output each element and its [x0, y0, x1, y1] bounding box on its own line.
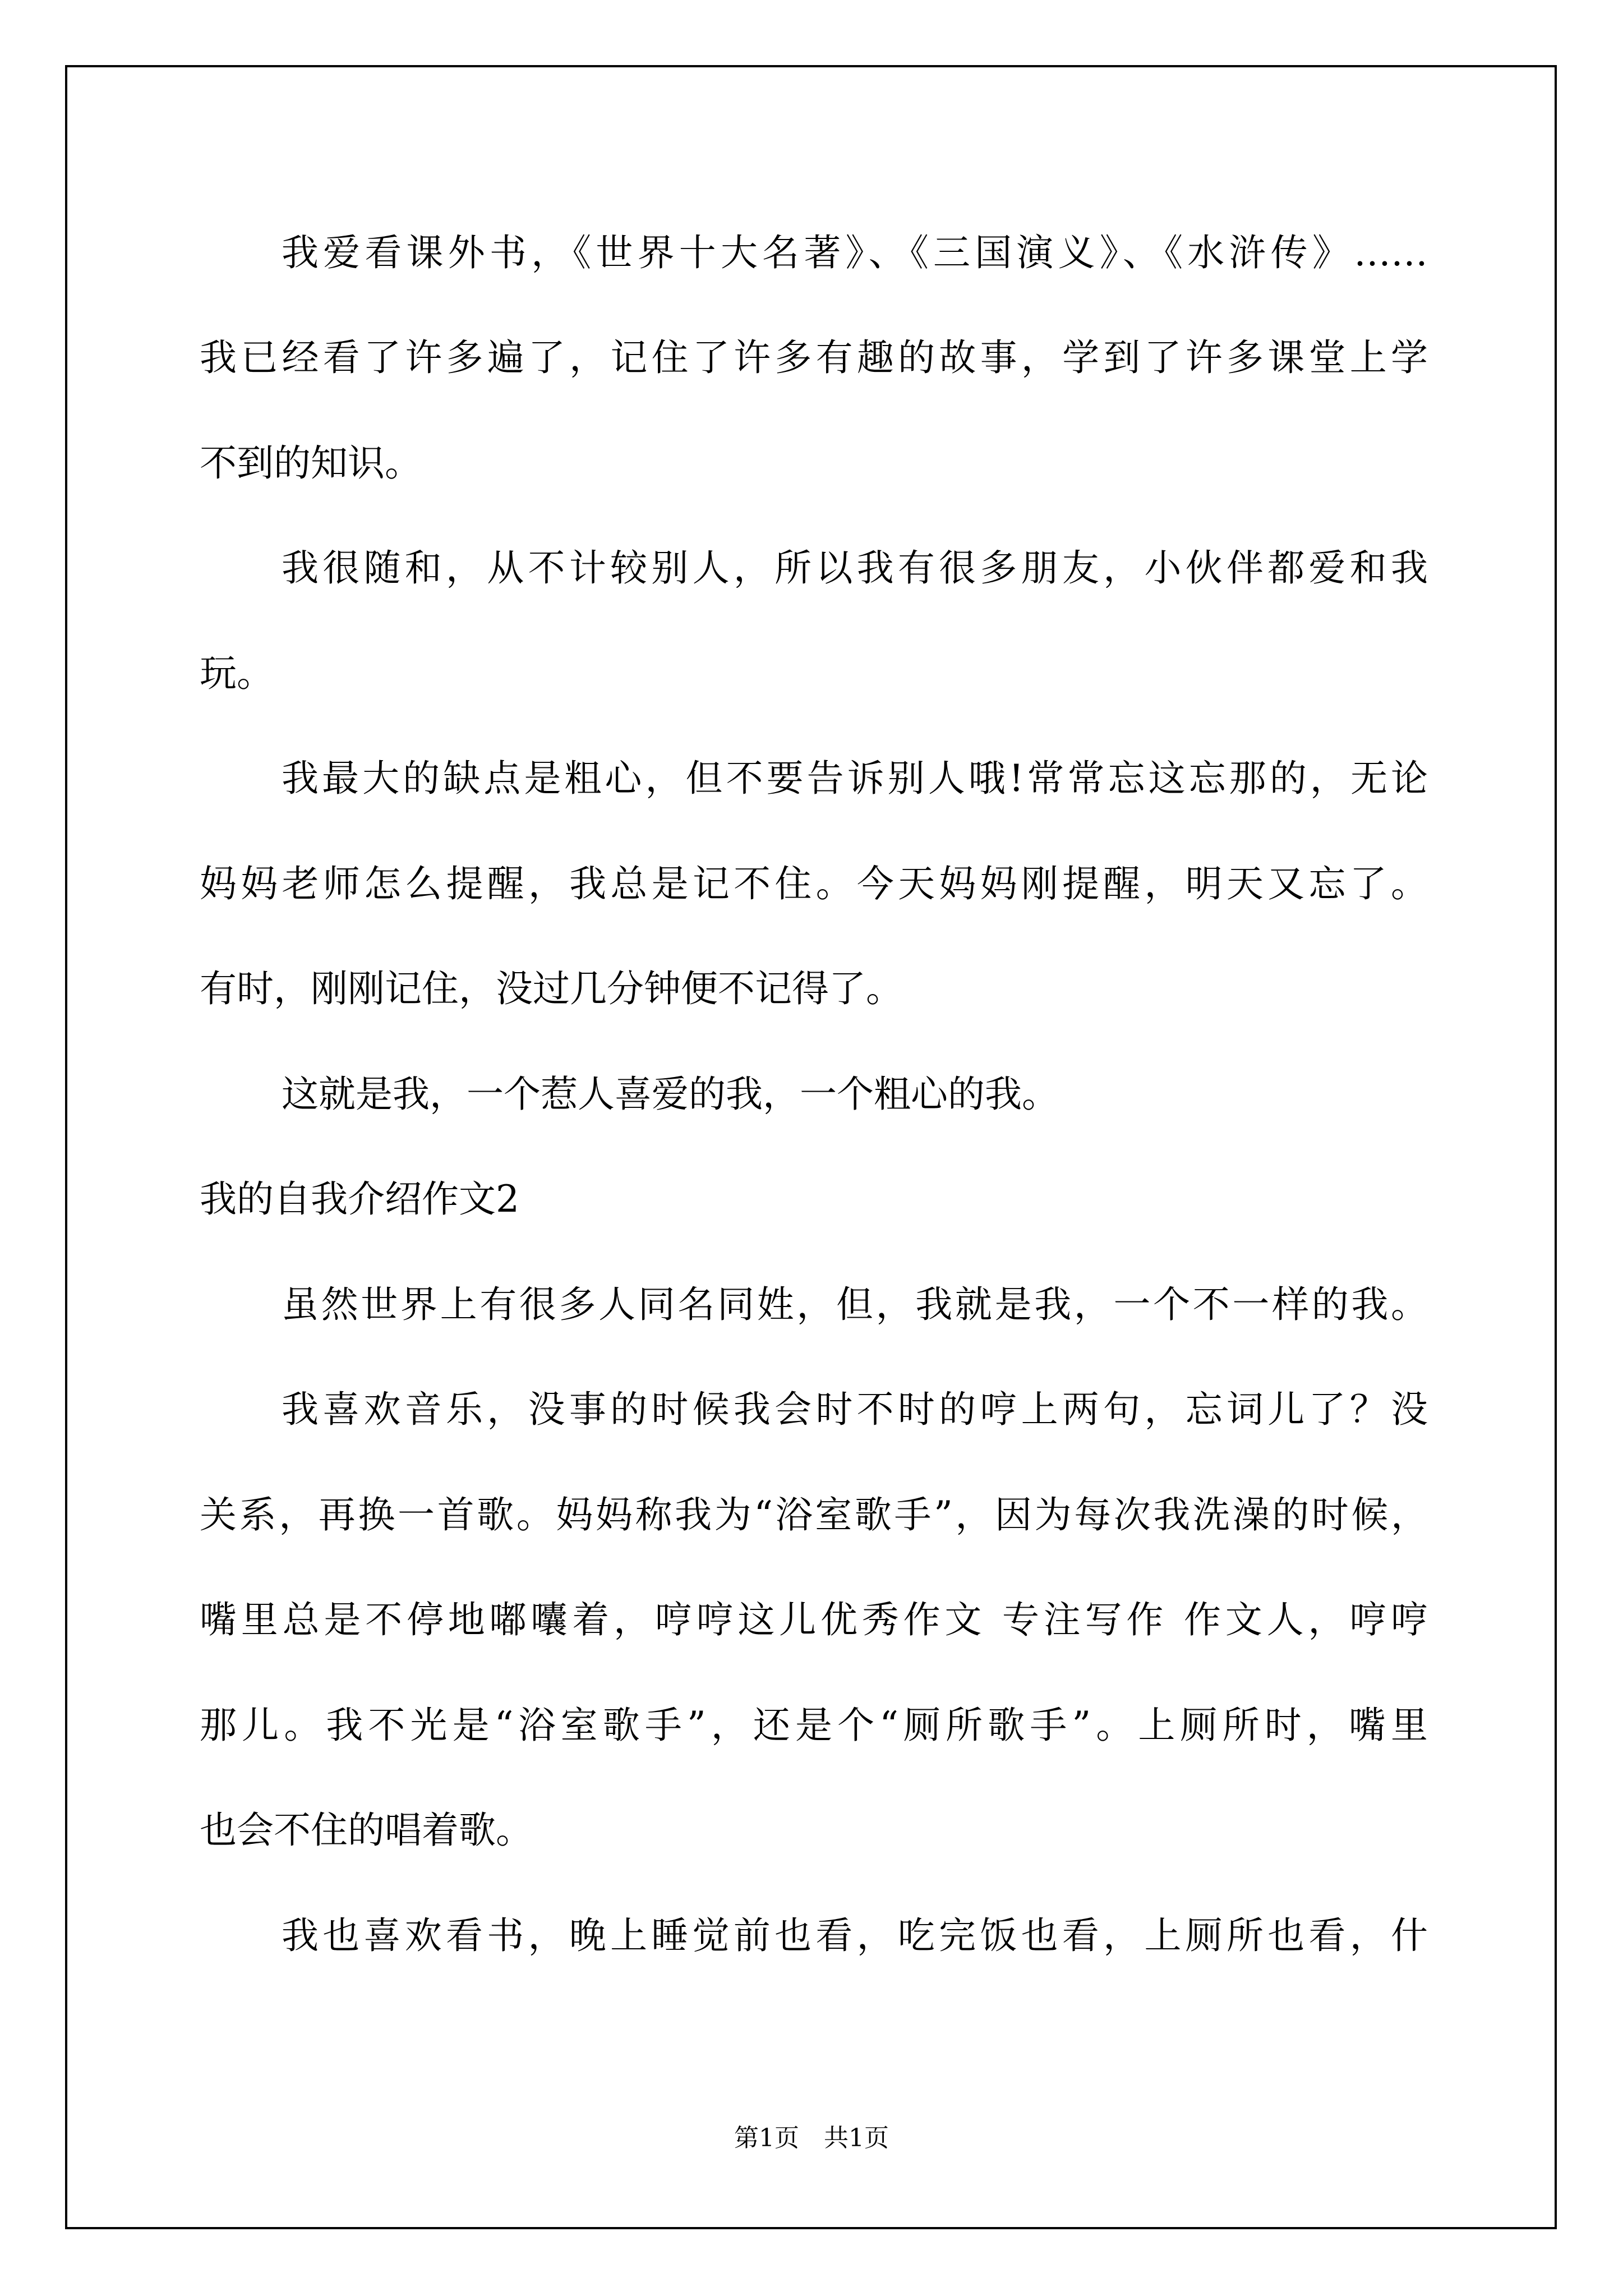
paragraph-line: 不到的知识。 — [200, 441, 422, 485]
paragraph-line: 关系，再换一首歌。妈妈称我为“浴室歌手”，因为每次我洗澡的时候， — [200, 1493, 1428, 1536]
paragraph-line: 妈妈老师怎么提醒，我总是记不住。今天妈妈刚提醒，明天又忘了。 — [200, 862, 1428, 905]
paragraph-line: 也会不住的唱着歌。 — [200, 1809, 533, 1852]
paragraph-line: 我也喜欢看书，晚上睡觉前也看，吃完饭也看，上厕所也看，什 — [282, 1914, 1428, 1957]
paragraph-line: 有时，刚刚记住，没过几分钟便不记得了。 — [200, 967, 903, 1010]
paragraph-line: 我已经看了许多遍了，记住了许多有趣的故事，学到了许多课堂上学 — [200, 336, 1428, 379]
paragraph-line: 我很随和，从不计较别人，所以我有很多朋友，小伙伴都爱和我 — [282, 546, 1428, 590]
paragraph-line: 我最大的缺点是粗心，但不要告诉别人哦!常常忘这忘那的，无论 — [282, 757, 1428, 800]
paragraph-line: 那儿。我不光是“浴室歌手”，还是个“厕所歌手”。上厕所时，嘴里 — [200, 1704, 1428, 1747]
paragraph-line: 这就是我，一个惹人喜爱的我，一个粗心的我。 — [282, 1073, 1059, 1116]
paragraph-line: 玩。 — [200, 652, 274, 695]
page-number-footer: 第1页 共1页 — [734, 2124, 889, 2152]
section-heading: 我的自我介绍作文2 — [200, 1177, 519, 1221]
paragraph-line: 嘴里总是不停地嘟囔着，哼哼这儿优秀作文 专注写作 作文人，哼哼 — [200, 1598, 1428, 1641]
paragraph-line: 我爱看课外书，《世界十大名著》、《三国演义》、《水浒传》…… — [282, 231, 1428, 274]
paragraph-line: 我喜欢音乐，没事的时候我会时不时的哼上两句，忘词儿了？没 — [282, 1388, 1428, 1431]
paragraph-line: 虽然世界上有很多人同名同姓，但，我就是我，一个不一样的我。 — [282, 1283, 1428, 1326]
page-border — [65, 65, 1557, 2229]
